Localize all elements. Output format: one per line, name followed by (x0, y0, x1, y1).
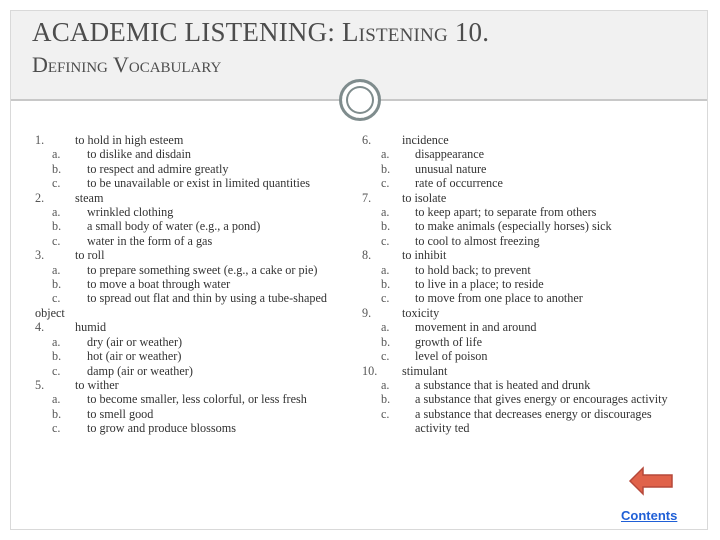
vocabulary-word: incidence (402, 133, 449, 147)
option-letter: c. (381, 176, 390, 191)
option-letter: b. (381, 219, 391, 234)
answer-option (35, 335, 355, 349)
option-text: to make animals (especially horses) sick (415, 219, 612, 234)
question-item (35, 133, 355, 147)
option-text: hot (air or weather) (87, 349, 182, 364)
question-item (362, 364, 697, 378)
answer-option (362, 234, 697, 248)
vocabulary-list-left (35, 133, 355, 436)
option-text: rate of occurrence (415, 176, 503, 191)
question-item (35, 378, 355, 392)
option-text-continuation: activity ted (415, 421, 470, 436)
answer-option (362, 147, 697, 161)
question-number: 8. (362, 248, 372, 263)
option-text: to prepare something sweet (e.g., a cake or pie) (87, 262, 318, 277)
answer-option (362, 263, 697, 277)
option-letter: a. (52, 205, 61, 220)
question-number: 2. (35, 190, 45, 205)
option-text: to move from one place to another (415, 291, 583, 306)
option-letter: c. (52, 176, 61, 191)
option-letter: a. (381, 377, 390, 392)
answer-option (362, 176, 697, 190)
contents-link[interactable]: Contents (621, 508, 678, 523)
answer-option (35, 263, 355, 277)
answer-option (35, 147, 355, 161)
answer-option (362, 277, 697, 291)
question-number: 10. (362, 363, 378, 378)
answer-option (35, 392, 355, 406)
vocabulary-word: humid (75, 320, 107, 335)
option-letter: b. (381, 161, 391, 176)
option-letter: b. (52, 219, 62, 234)
option-letter: b. (52, 349, 62, 364)
vocabulary-word: to hold in high esteem (75, 133, 184, 147)
option-text: to grow and produce blossoms (87, 421, 236, 436)
answer-option (35, 407, 355, 421)
option-letter: b. (381, 392, 391, 407)
option-text: to move a boat through water (87, 277, 231, 292)
option-text: movement in and around (415, 320, 537, 335)
option-letter: b. (381, 277, 391, 292)
option-text: to live in a place; to reside (415, 277, 544, 292)
title-listening-number: Listening 10. (341, 17, 490, 47)
option-text: a substance that decreases energy or discourages (415, 406, 652, 421)
option-text: to cool to almost freezing (415, 233, 540, 248)
option-letter: a. (381, 147, 390, 162)
answer-option (35, 205, 355, 219)
answer-option (35, 277, 355, 291)
question-number: 3. (35, 248, 45, 263)
answer-option (35, 219, 355, 233)
option-letter: a. (52, 262, 61, 277)
option-letter: b. (52, 161, 62, 176)
title-main: ACADEMIC LISTENING: (32, 17, 342, 47)
answer-option (362, 335, 697, 349)
option-text: water in the form of a gas (87, 233, 213, 248)
vocabulary-word: to roll (75, 248, 105, 263)
option-letter: a. (52, 334, 61, 349)
answer-option (35, 421, 355, 435)
option-text: damp (air or weather) (87, 363, 193, 378)
left-arrow-icon[interactable] (628, 466, 674, 496)
option-letter: c. (381, 349, 390, 364)
option-letter: a. (381, 320, 390, 335)
option-letter: c. (381, 406, 390, 421)
answer-option (35, 291, 355, 305)
question-number: 5. (35, 377, 45, 392)
question-item (362, 248, 697, 262)
option-letter: b. (381, 334, 391, 349)
option-letter: c. (52, 421, 61, 436)
option-text: a small body of water (e.g., a pond) (87, 219, 261, 234)
answer-option (362, 392, 697, 406)
option-text: growth of life (415, 334, 483, 349)
question-number: 7. (362, 190, 372, 205)
question-item (362, 133, 697, 147)
vocabulary-word: steam (75, 190, 104, 205)
vocabulary-word: to wither (75, 377, 119, 392)
option-letter: c. (381, 291, 390, 306)
option-text: wrinkled clothing (87, 205, 174, 220)
option-letter: a. (381, 205, 390, 220)
answer-option (362, 205, 697, 219)
answer-option (362, 291, 697, 305)
option-text: to respect and admire greatly (87, 161, 229, 176)
answer-option (362, 407, 697, 421)
question-item (35, 191, 355, 205)
question-item (35, 248, 355, 262)
option-letter: c. (52, 233, 61, 248)
question-number: 4. (35, 320, 45, 335)
page-title (32, 17, 489, 48)
answer-option (362, 219, 697, 233)
option-letter: c. (381, 233, 390, 248)
vocabulary-word: to inhibit (402, 248, 447, 263)
option-text: a substance that gives energy or encourages activity (415, 392, 668, 407)
option-text-continuation: object (35, 305, 65, 320)
question-number: 6. (362, 133, 372, 147)
option-letter: a. (52, 147, 61, 162)
option-text: to dislike and disdain (87, 147, 191, 162)
answer-option (35, 234, 355, 248)
option-letter: c. (52, 363, 61, 378)
option-text: level of poison (415, 349, 488, 364)
answer-option (362, 349, 697, 363)
option-letter: c. (52, 291, 61, 306)
vocabulary-word: stimulant (402, 363, 448, 378)
option-text: to be unavailable or exist in limited quantities (87, 176, 311, 191)
option-letter: a. (52, 392, 61, 407)
option-text: to smell good (87, 406, 154, 421)
option-text: disappearance (415, 147, 485, 162)
answer-option (35, 176, 355, 190)
option-text: dry (air or weather) (87, 334, 183, 349)
question-item (362, 306, 697, 320)
answer-option (362, 320, 697, 334)
question-number: 1. (35, 133, 45, 147)
answer-option (35, 349, 355, 363)
option-text: unusual nature (415, 161, 487, 176)
question-item (35, 320, 355, 334)
answer-option (362, 378, 697, 392)
answer-option (35, 162, 355, 176)
vocabulary-list-right (362, 133, 697, 436)
option-text: to spread out flat and thin by using a tube-shaped (87, 291, 327, 306)
option-letter: b. (52, 277, 62, 292)
answer-option (362, 162, 697, 176)
answer-option (35, 364, 355, 378)
option-text: to hold back; to prevent (415, 262, 531, 277)
question-number: 9. (362, 305, 372, 320)
circle-ornament-icon (339, 79, 381, 121)
option-text: a substance that is heated and drunk (415, 377, 591, 392)
option-letter: b. (52, 406, 62, 421)
option-text: to become smaller, less colorful, or less fresh (87, 392, 307, 407)
vocabulary-word: toxicity (402, 305, 440, 320)
page-subtitle: Defining Vocabulary (32, 52, 222, 77)
option-text: to keep apart; to separate from others (415, 205, 597, 220)
vocabulary-word: to isolate (402, 190, 447, 205)
option-letter: a. (381, 262, 390, 277)
question-item (362, 191, 697, 205)
